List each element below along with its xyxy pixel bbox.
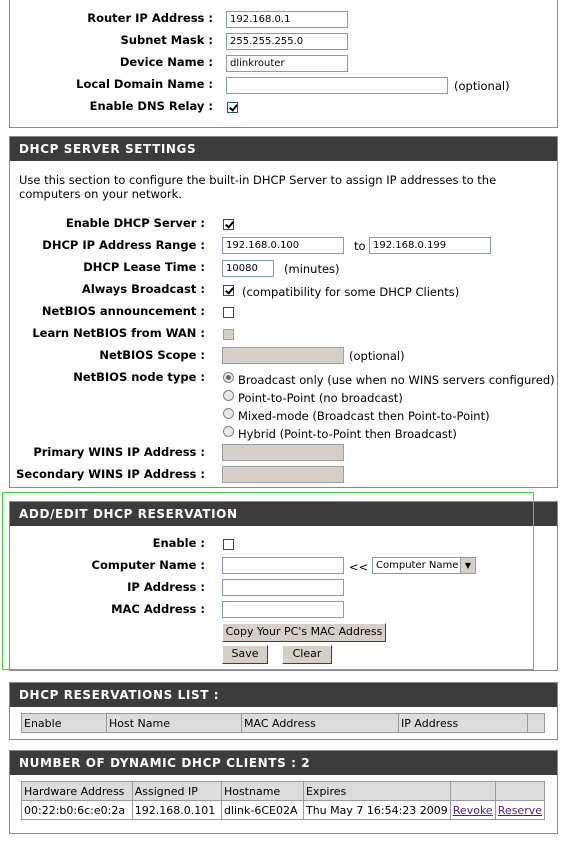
revoke-cell xyxy=(450,801,495,820)
netbios-announcement-checkbox[interactable] xyxy=(223,307,234,318)
node-mixed-radio[interactable] xyxy=(223,408,234,419)
client-hostname: dlink-6CE02A xyxy=(221,801,303,820)
primary-wins-input[interactable] xyxy=(222,444,344,461)
dhcp-clients-title: NUMBER OF DYNAMIC DHCP CLIENTS : 2 xyxy=(10,751,557,775)
client-hardware-address: 00:22:b0:6c:e0:2a xyxy=(22,801,133,820)
subnet-mask-input[interactable]: 255.255.255.0 xyxy=(226,33,348,50)
netbios-scope-label: NetBIOS Scope : xyxy=(99,348,205,362)
copy-mac-button[interactable]: Copy Your PC's MAC Address xyxy=(222,623,386,642)
node-p2p-label: Point-to-Point (no broadcast) xyxy=(238,391,403,405)
reserve-link[interactable]: Reserve xyxy=(497,803,542,817)
reservation-mac-label: MAC Address : xyxy=(111,602,205,616)
router-ip-input[interactable]: 192.168.0.1 xyxy=(226,11,348,28)
netbios-node-label: NetBIOS node type : xyxy=(73,370,205,384)
node-p2p-radio[interactable] xyxy=(223,390,234,401)
netbios-wan-checkbox[interactable] xyxy=(223,329,234,340)
col-expires: Expires xyxy=(303,782,450,801)
table-header-row xyxy=(22,714,545,733)
dhcp-server-panel xyxy=(9,136,558,488)
router-settings-panel xyxy=(9,0,558,128)
computer-name-label: Computer Name : xyxy=(91,558,205,572)
secondary-wins-label: Secondary WINS IP Address : xyxy=(16,467,205,481)
focus-highlight xyxy=(2,492,534,670)
clients-table xyxy=(21,781,545,820)
col-reserve xyxy=(495,782,544,801)
dhcp-range-start-input[interactable]: 192.168.0.100 xyxy=(222,237,344,254)
lease-time-unit: (minutes) xyxy=(284,262,340,276)
device-name-label: Device Name : xyxy=(119,55,213,69)
computer-name-arrows: << xyxy=(349,560,369,574)
reservation-enable-label: Enable : xyxy=(152,536,205,550)
subnet-mask-label: Subnet Mask : xyxy=(120,33,213,47)
dns-relay-label: Enable DNS Relay : xyxy=(89,99,213,113)
reservations-list-panel xyxy=(9,682,558,740)
netbios-scope-hint: (optional) xyxy=(349,349,405,363)
dhcp-range-end-input[interactable]: 192.168.0.199 xyxy=(369,237,491,254)
netbios-wan-label: Learn NetBIOS from WAN : xyxy=(32,326,205,340)
col-hostname: Hostname xyxy=(221,782,303,801)
col-ip-address: IP Address xyxy=(399,714,528,733)
col-mac-address: MAC Address xyxy=(242,714,399,733)
dns-relay-checkbox[interactable] xyxy=(227,102,238,113)
reservation-ip-label: IP Address : xyxy=(127,580,205,594)
client-expires: Thu May 7 16:54:23 2009 xyxy=(303,801,450,820)
node-broadcast-label: Broadcast only (use when no WINS servers configured) xyxy=(238,373,555,387)
col-actions xyxy=(528,714,545,733)
dhcp-range-label: DHCP IP Address Range : xyxy=(42,238,205,252)
secondary-wins-input[interactable] xyxy=(222,466,344,483)
computer-name-select-value: Computer Name xyxy=(376,560,459,571)
device-name-input[interactable]: dlinkrouter xyxy=(226,55,348,72)
client-assigned-ip: 192.168.0.101 xyxy=(132,801,221,820)
local-domain-label: Local Domain Name : xyxy=(76,77,213,91)
enable-dhcp-checkbox[interactable] xyxy=(223,219,234,230)
primary-wins-label: Primary WINS IP Address : xyxy=(33,445,205,459)
reservations-list-title: DHCP RESERVATIONS LIST : xyxy=(10,683,557,707)
col-assigned-ip: Assigned IP xyxy=(132,782,221,801)
local-domain-hint: (optional) xyxy=(454,79,510,93)
chevron-down-icon: ▼ xyxy=(460,558,475,573)
local-domain-input[interactable] xyxy=(226,77,448,94)
node-broadcast-radio[interactable] xyxy=(223,372,234,383)
revoke-link[interactable]: Revoke xyxy=(452,803,493,817)
reserve-cell xyxy=(495,801,544,820)
clear-button[interactable]: Clear xyxy=(282,645,332,664)
col-enable: Enable xyxy=(22,714,107,733)
dhcp-range-to: to xyxy=(354,239,366,253)
col-host-name: Host Name xyxy=(107,714,242,733)
node-hybrid-radio[interactable] xyxy=(223,426,234,437)
reservations-table xyxy=(21,713,545,733)
netbios-announcement-label: NetBIOS announcement : xyxy=(41,304,205,318)
table-header-row xyxy=(22,782,545,801)
enable-dhcp-label: Enable DHCP Server : xyxy=(65,216,205,230)
dhcp-clients-panel xyxy=(9,750,558,834)
lease-time-label: DHCP Lease Time : xyxy=(83,260,205,274)
save-button[interactable]: Save xyxy=(222,645,268,664)
netbios-scope-input[interactable] xyxy=(222,347,344,364)
dhcp-server-title: DHCP SERVER SETTINGS xyxy=(10,137,557,161)
always-broadcast-label: Always Broadcast : xyxy=(81,282,205,296)
always-broadcast-hint: (compatibility for some DHCP Clients) xyxy=(242,285,460,299)
always-broadcast-checkbox[interactable] xyxy=(223,285,234,296)
col-revoke xyxy=(450,782,495,801)
col-hardware-address: Hardware Address xyxy=(22,782,133,801)
dhcp-intro-text: Use this section to configure the built-in DHCP Server to assign IP addresses to the computers on your network. xyxy=(19,173,497,201)
node-hybrid-label: Hybrid (Point-to-Point then Broadcast) xyxy=(238,427,457,441)
node-mixed-label: Mixed-mode (Broadcast then Point-to-Point) xyxy=(238,409,490,423)
reservation-title: ADD/EDIT DHCP RESERVATION xyxy=(10,502,557,526)
router-ip-label: Router IP Address : xyxy=(87,11,213,25)
lease-time-input[interactable]: 10080 xyxy=(222,260,274,277)
table-row xyxy=(22,801,545,820)
